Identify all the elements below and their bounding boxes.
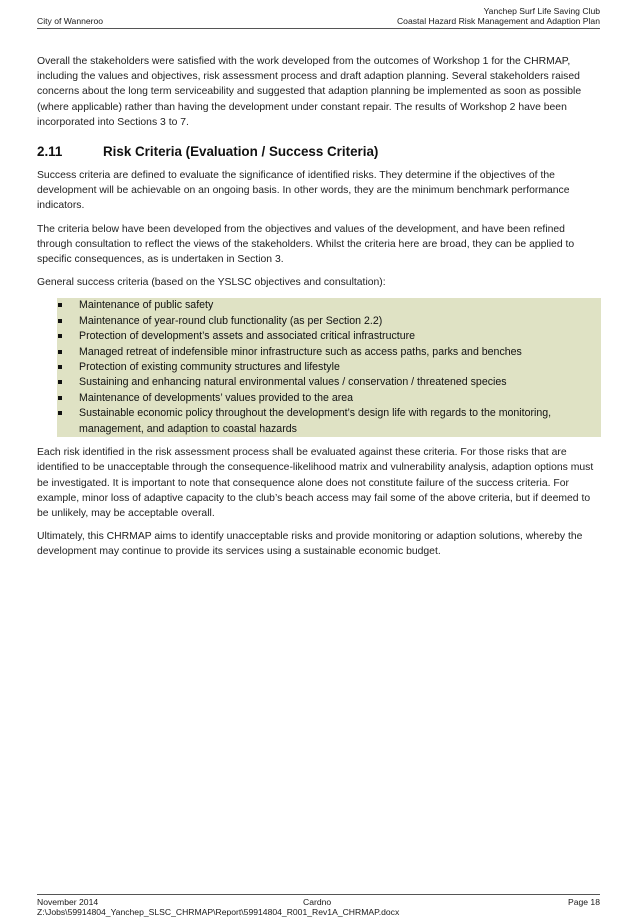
bullet-icon (58, 396, 62, 400)
success-criteria-list (57, 298, 601, 437)
footer-file-path: Z:\Jobs\59914804_Yanchep_SLSC_CHRMAP\Report\59914804_R001_Rev1A_CHRMAP.docx (37, 907, 400, 917)
section-heading (37, 144, 601, 160)
paragraph-workshop-summary: Overall the stakeholders were satisfied with the work developed from the outcomes of Workshop 1 for the CHRMAP, including the values and objectives, risk assessment process and draft adaption planning. Several stakeholders raised concerns about the long term serviceability and suggested that adaption planning be implemented as soon as possible (where applicable) rather than having the development under constant repair. The results of Workshop 2 have been incorporated into Sections 3 to 7. (37, 56, 582, 128)
footer-page-number: Page 18 (567, 897, 600, 907)
paragraph-chrmap-aim: Ultimately, this CHRMAP aims to identify unacceptable risks and provide monitoring or adaption solutions, whereby the development may continue to provide its services using a sustainable economic budget. (37, 531, 583, 558)
bullet-icon (58, 380, 62, 384)
list-item: Managed retreat of indefensible minor infrastructure such as access paths, parks and benches (57, 345, 601, 360)
list-item: Sustainable economic policy throughout the development’s design life with regards to the monitoring, management, and adaption to coastal hazards (57, 406, 601, 437)
list-item: Maintenance of year-round club functionality (as per Section 2.2) (57, 314, 601, 329)
header-client: Yanchep Surf Life Saving Club (483, 6, 600, 16)
bullet-icon (58, 411, 62, 415)
header-organisation: City of Wanneroo (37, 16, 104, 26)
list-item: Maintenance of developments’ values provided to the area (57, 391, 601, 406)
paragraph-success-criteria-definition: Success criteria are defined to evaluate the significance of identified risks. They determine if the objectives of the development will be achievable on an ongoing basis. In other words, they are the minimum benchmark performance indicators. (37, 170, 570, 212)
list-item: Maintenance of public safety (57, 298, 601, 313)
list-item: Protection of development’s assets and associated critical infrastructure (57, 329, 601, 344)
page-header (37, 6, 600, 29)
bullet-icon (58, 334, 62, 338)
bullet-icon (58, 303, 62, 307)
paragraph-general-criteria-intro: General success criteria (based on the YSLSC objectives and consultation): (37, 277, 386, 289)
section-title: Risk Criteria (Evaluation / Success Criteria) (103, 144, 379, 160)
header-document-title (397, 6, 600, 26)
paragraph-criteria-development: The criteria below have been developed from the objectives and values of the development, and have been refined through consultation to reflect the views of the stakeholders. Whilst the criteria here are broad, they can be applied to specific consequences, as is undertaken in Section 3. (37, 223, 575, 266)
header-plan-title: Coastal Hazard Risk Management and Adaption Plan (396, 16, 600, 26)
page-footer (37, 894, 600, 917)
section-number: 2.11 (37, 144, 63, 160)
page-body (37, 54, 601, 568)
bullet-icon (58, 319, 62, 323)
list-item: Sustaining and enhancing natural environmental values / conservation / threatened species (57, 375, 601, 390)
list-item: Protection of existing community structures and lifestyle (57, 360, 601, 375)
bullet-icon (58, 365, 62, 369)
bullet-icon (58, 350, 62, 354)
footer-company: Cardno (303, 897, 332, 907)
footer-date: November 2014 (37, 897, 99, 907)
paragraph-risk-evaluation: Each risk identified in the risk assessment process shall be evaluated against these criteria. For those risks that are identified to be unacceptable through the consequence-likelihood matrix and vulnerability analysis, adaption options must be investigated. It is important to note that consequence alone does not constitute failure of the success criteria. For example, minor loss of adaptive capacity to the club’s beach access may fail some of the above criteria, but if deemed to be unlikely, may be acceptable overall. (37, 447, 594, 519)
